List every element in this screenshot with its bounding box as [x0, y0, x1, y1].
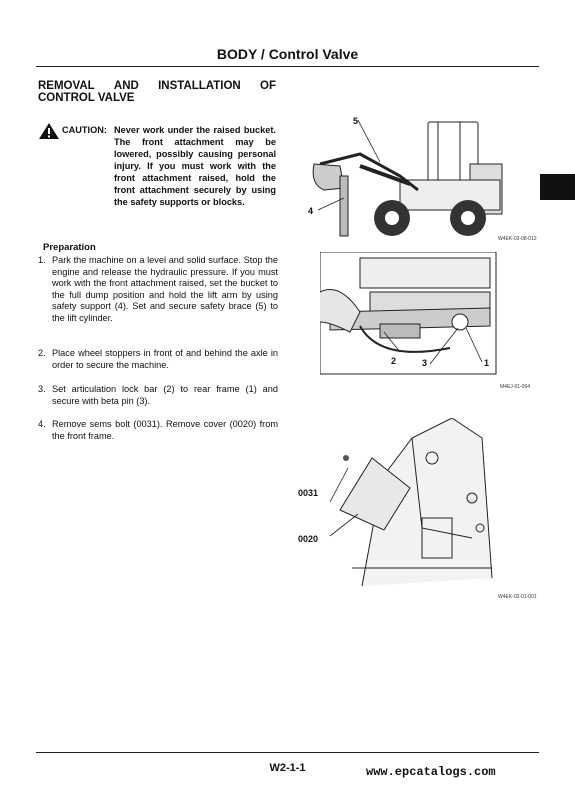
step-number: 3. [38, 384, 46, 394]
step-item [38, 419, 278, 442]
figure-code: W4EK-02-01-001 [498, 594, 537, 600]
front-frame-cover-illustration [322, 418, 498, 590]
caution-label: CAUTION: [62, 125, 107, 135]
step-text: Place wheel stoppers in front of and behind the axle in order to secure the machine. [52, 348, 278, 370]
figure-code: M4EJ-01-064 [500, 384, 531, 390]
callout-label: 0020 [298, 534, 319, 544]
section-tab-marker [540, 174, 575, 200]
section-title-word: REMOVAL [38, 80, 95, 92]
step-item [38, 348, 278, 371]
footer-rule [36, 752, 539, 753]
warning-icon [38, 122, 60, 140]
step-number: 4. [38, 419, 46, 429]
page-number: W2-1-1 [269, 762, 306, 774]
page-header-title: BODY / Control Valve [216, 46, 359, 62]
section-title-line2: CONTROL VALVE [38, 92, 135, 104]
preparation-heading: Preparation [43, 242, 96, 253]
step-number: 2. [38, 348, 46, 358]
callout-label: 4 [308, 206, 314, 216]
callout-label: 3 [422, 358, 428, 368]
step-text: Remove sems bolt (0031). Remove cover (0020) from the front frame. [52, 419, 278, 441]
callout-label: 2 [391, 356, 397, 366]
callout-label: 0031 [298, 488, 319, 498]
loader-illustration [300, 114, 510, 240]
caution-text: Never work under the raised bucket. The front attachment may be lowered, possibly causing personal injury. If you must work with the front attachment raised, hold the front attachment securely by using the safety supports or blocks. [114, 125, 276, 207]
section-title-word: OF [260, 80, 276, 92]
figure-code: W4EK-02-08-012 [498, 236, 537, 242]
section-title [38, 80, 276, 104]
step-number: 1. [38, 255, 46, 265]
articulation-lock-illustration [320, 252, 498, 382]
callout-label: 1 [484, 358, 490, 368]
step-text: Set articulation lock bar (2) to rear frame (1) and secure with beta pin (3). [52, 384, 278, 406]
watermark: www.epcatalogs.com [366, 765, 496, 779]
step-item [38, 384, 278, 407]
section-title-word: AND [113, 80, 139, 92]
section-title-word: INSTALLATION [158, 80, 241, 92]
header-rule [36, 66, 539, 67]
step-text: Park the machine on a level and solid surface. Stop the engine and release the hydraulic pressure. If you must work with the front attachment raised, set the bucket to the full dump position and hold the lift arm by using safety support (4). Set and secure safety brace (5) to the lift cylinder. [52, 255, 278, 323]
callout-label: 5 [353, 116, 359, 126]
step-item [38, 255, 278, 325]
